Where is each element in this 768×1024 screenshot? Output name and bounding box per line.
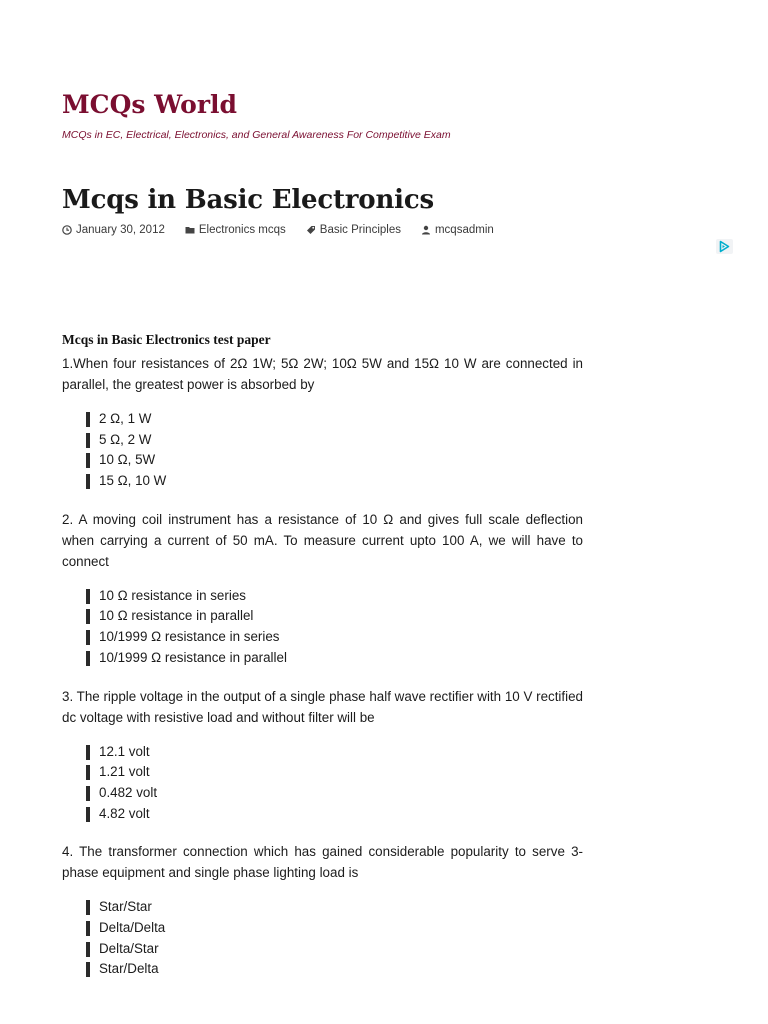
content-subheading: Mcqs in Basic Electronics test paper [62, 332, 271, 347]
options-list-3 [86, 742, 583, 825]
site-description: MCQs in EC, Electrical, Electronics, and General Awareness For Competitive Exam [62, 129, 451, 141]
option-item: 10 Ω resistance in series [86, 586, 583, 607]
post-date[interactable] [62, 222, 165, 238]
bullet-marker [86, 745, 90, 760]
option-item: 5 Ω, 2 W [86, 430, 583, 451]
option-item: 10/1999 Ω resistance in parallel [86, 648, 583, 669]
question-3: 3. The ripple voltage in the output of a single phase half wave rectifier with 10 V rectified dc voltage with resistive load and without filter will be [62, 688, 583, 725]
options-list-1 [86, 409, 583, 492]
bullet-marker [86, 765, 90, 780]
post-tag-link: Basic Principles [319, 224, 401, 236]
bullet-marker [86, 962, 90, 977]
bullet-marker [86, 412, 90, 427]
option-item: 10 Ω, 5W [86, 450, 583, 471]
question-2: 2. A moving coil instrument has a resistance of 10 Ω and gives full scale deflection when carrying a current of 50 mA. To measure current upto 100 A, we will have to connect [62, 511, 583, 569]
post-category[interactable] [185, 222, 286, 238]
option-item: 10/1999 Ω resistance in series [86, 627, 583, 648]
tag-icon [306, 225, 316, 235]
site-header [62, 88, 662, 142]
post-content [62, 330, 583, 997]
bullet-marker [86, 630, 90, 645]
post-author-link: mcqsadmin [434, 224, 494, 236]
option-item: Star/Delta [86, 959, 583, 980]
bullet-marker [86, 921, 90, 936]
post-category-link: Electronics mcqs [198, 224, 286, 236]
folder-icon [185, 225, 195, 235]
option-item: 1.21 volt [86, 762, 583, 783]
options-list-4 [86, 897, 583, 980]
bullet-marker [86, 433, 90, 448]
user-icon [421, 225, 431, 235]
option-item: 10 Ω resistance in parallel [86, 606, 583, 627]
site-title-link[interactable]: MCQs World [62, 90, 237, 119]
adchoices-icon [716, 239, 733, 254]
option-item: Star/Star [86, 897, 583, 918]
bullet-marker [86, 589, 90, 604]
post-title: Mcqs in Basic Electronics [62, 185, 434, 215]
option-item: 15 Ω, 10 W [86, 471, 583, 492]
clock-icon [62, 225, 72, 235]
post-meta [62, 222, 514, 238]
bullet-marker [86, 651, 90, 666]
option-item: 4.82 volt [86, 804, 583, 825]
bullet-marker [86, 609, 90, 624]
option-item: Delta/Star [86, 939, 583, 960]
post-date-text: January 30, 2012 [76, 224, 165, 236]
question-1: 1.When four resistances of 2Ω 1W; 5Ω 2W; 10Ω 5W and 15Ω 10 W are connected in parallel, the greatest power is absorbed by [62, 356, 583, 392]
option-item: 2 Ω, 1 W [86, 409, 583, 430]
question-4: 4. The transformer connection which has gained considerable popularity to serve 3-phase equipment and single phase lighting load is [62, 844, 583, 881]
post-author[interactable] [421, 222, 494, 238]
bullet-marker [86, 942, 90, 957]
bullet-marker [86, 786, 90, 801]
option-item: Delta/Delta [86, 918, 583, 939]
option-item: 12.1 volt [86, 742, 583, 763]
post-tag[interactable] [306, 222, 401, 238]
bullet-marker [86, 453, 90, 468]
bullet-marker [86, 807, 90, 822]
bullet-marker [86, 474, 90, 489]
bullet-marker [86, 900, 90, 915]
adchoices-badge[interactable] [716, 239, 733, 254]
option-item: 0.482 volt [86, 783, 583, 804]
options-list-2 [86, 586, 583, 669]
